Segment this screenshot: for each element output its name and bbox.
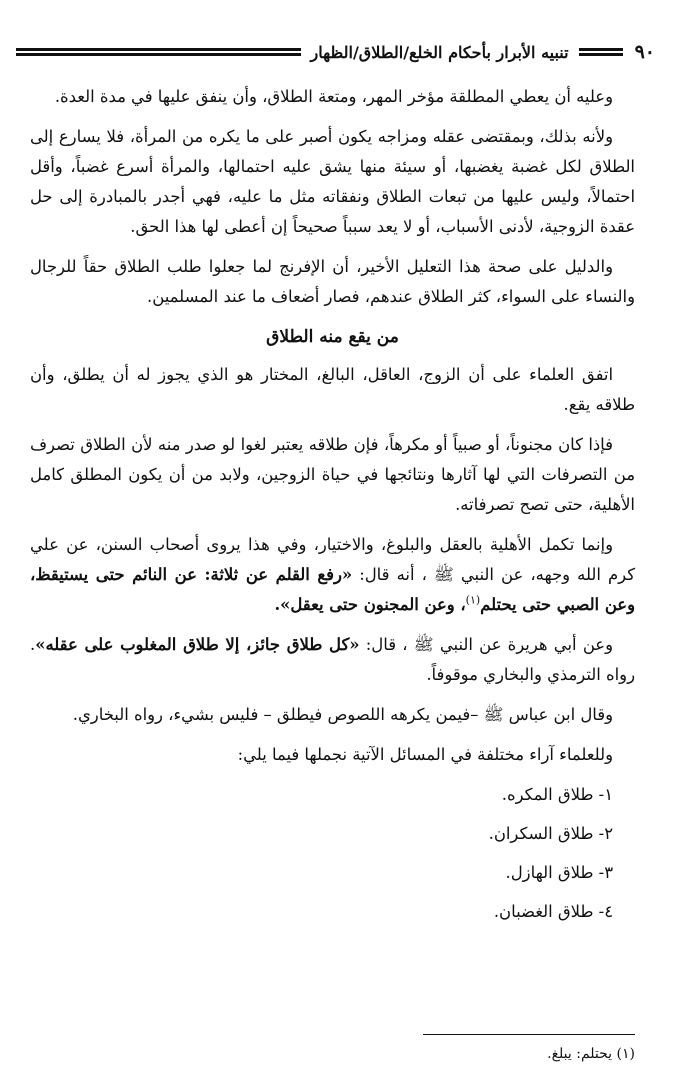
hadith-quote-1a: «رفع القلم عن ثلاثة: عن النائم حتى يستيقظ، وعن الصبي حتى يحتلم [30,565,635,614]
paragraph-1: وعليه أن يعطي المطلقة مؤخر المهر، ومتعة الطلاق، وأن ينفق عليها في مدة العدة. [54,87,613,106]
hadith-quote-1b: ، وعن المجنون حتى يعقل». [274,595,466,614]
section-heading: من يقع منه الطلاق [266,327,399,347]
paragraph-2: ولأنه بذلك، وبمقتضى عقله ومزاجه يكون أصبر على ما يكره من المرأة، فلا يسارع إلى الطلاق لكل غضبة يغضبها، أو سيئة منها يشق عليه احتمالها، والمرأة أسرع غضباً، وأقل احتمالاً، وليس عليها من تبعات الطلاق ونفقاته مثل ما عليه، فهي أجدر بالمبادرة إلى حل عقدة الزوجية، لأدنى الأسباب، أو لا يعد سبباً صحيحاً إن أعطى لها هذا الحق. [30,127,635,236]
footnote-marker: (١) [465,593,481,607]
issues-list [30,780,613,927]
paragraph-5: فإذا كان مجنوناً، أو صبياً أو مكرهاً، فإن طلاقه يعتبر لغوا لو صدر منه لأن الطلاق تصرف من التصرفات التي لها آثارها ونتائجها في حياة الزوجين، ولابد من أن يكون المطلق كامل الأهلية، حتى تصح تصرفاته. [30,435,635,514]
paragraph-4: اتفق العلماء على أن الزوج، العاقل، البالغ، المختار هو الذي يجوز له أن يطلق، وأن طلاقه يقع. [30,365,635,414]
header-rule-right [579,48,623,56]
footnote-divider [423,1034,635,1035]
list-item: ٤- طلاق الغضبان. [493,902,613,921]
paragraph-7-text: وعن أبي هريرة عن النبي ﷺ ، قال: [365,635,613,654]
running-title: تنبيه الأبرار بأحكام الخلع/الطلاق/الظهار [310,42,569,62]
paragraph-3: والدليل على صحة هذا التعليل الأخير، أن الإفرنج لما جعلوا طلب الطلاق حقاً للرجال والنساء على السواء، كثر الطلاق عندهم، فصار أضعاف ما عند المسلمين. [30,257,635,306]
page-header [16,34,655,70]
paragraph-7-tail: . رواه الترمذي والبخاري موقوفاً. [30,635,635,684]
page-number: ٩٠ [634,41,655,63]
paragraph-6 [30,530,635,620]
footnote: (١) يحتلم: يبلغ. [547,1046,635,1062]
list-item: ١- طلاق المكره. [501,785,613,804]
hadith-quote-2: «كل طلاق جائز، إلا طلاق المغلوب على عقله» [35,635,360,654]
paragraph-6-text: وإنما تكمل الأهلية بالعقل والبلوغ، والاختيار، وفي هذا يروى أصحاب السنن، عن علي كرم الله وجهه، عن النبي ﷺ ، أنه قال: [30,535,635,584]
paragraph-8: وقال ابن عباس ﷺ –فيمن يكرهه اللصوص فيطلق – فليس بشيء، رواه البخاري. [72,705,613,724]
paragraph-9: وللعلماء آراء مختلفة في المسائل الآتية نجملها فيما يلي: [237,745,613,764]
paragraph-7 [30,630,635,690]
list-item: ٣- طلاق الهازل. [505,863,613,882]
list-item: ٢- طلاق السكران. [488,824,613,843]
page-body [30,82,635,936]
header-rule-left [16,48,301,56]
